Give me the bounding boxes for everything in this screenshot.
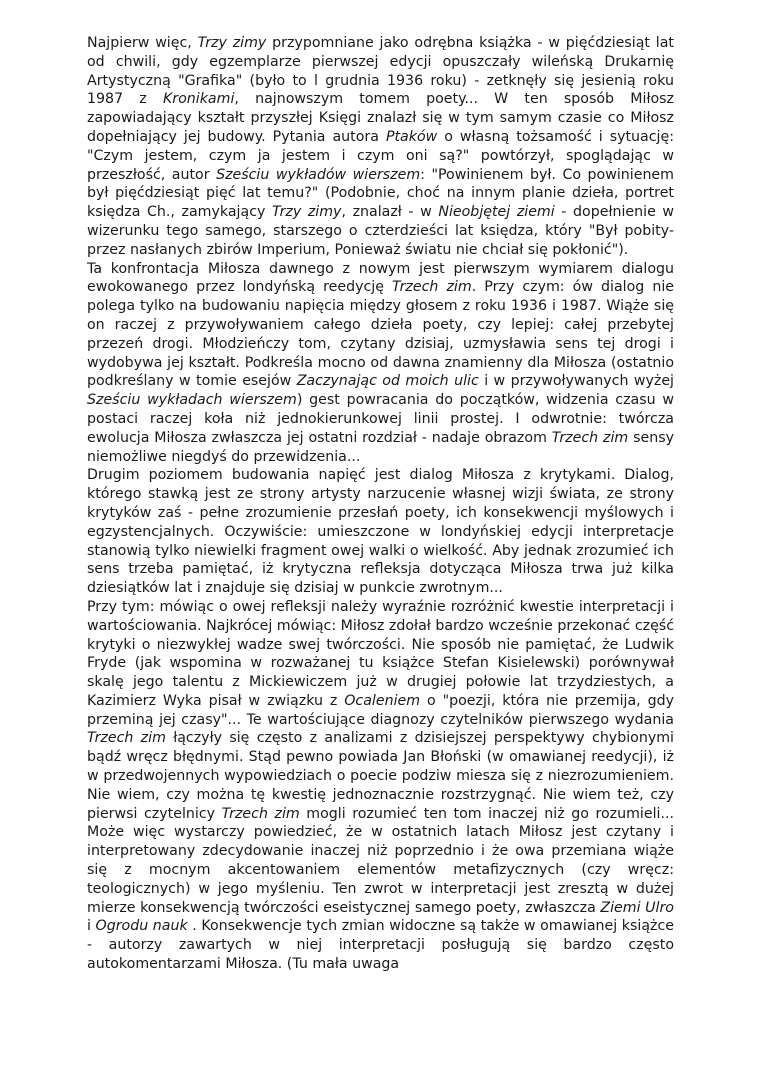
text-run: sensy niemożliwe niegdyś do przewidzenia...	[87, 429, 674, 465]
text-run: : "Powinienem był. Co powinienem był pięćdziesiąt pięć lat temu?" (Podobnie, choć na innym planie dzieła, portret księdza Ch., zamykający	[87, 166, 674, 221]
text-run: - dopełnienie w wizerunku tego samego, starszego o czterdzieści lat księdza, który "Był pobity-przez nasłanych zbirów Imperium, Ponieważ światu nie chciał się pokłonić").	[87, 204, 675, 258]
text-run: o "poezji, która nie przemija, gdy przeminą jej czasy"... Te wartościujące diagnozy czytelników pierwszego wydania	[87, 692, 674, 728]
italic-title: Trzech zim	[392, 279, 472, 296]
paragraph-2	[87, 260, 674, 467]
text-run: ) gest powracania do początków, widzenia czasu w postaci raczej koła niż jednokierunkowej linii prostej. I odwrotnie: twórcza ewolucja Miłosza zwłaszcza jej ostatni rozdział - nadaje obrazom	[87, 392, 674, 446]
italic-title: Nieobjętej ziemi	[438, 204, 555, 221]
paragraph-3	[87, 466, 674, 598]
text-run: Najpierw więc,	[87, 35, 198, 51]
italic-title: Sześciu wykładach wierszem	[87, 392, 297, 409]
italic-title: Trzech zim	[221, 805, 300, 822]
italic-title: Trzech zim	[87, 730, 166, 747]
text-run: Ta konfrontacja Miłosza dawnego z nowym jest pierwszym wymiarem dialogu ewokowanego przez londyńską reedycję	[87, 260, 674, 296]
text-run: Drugim poziomem budowania napięć jest dialog Miłosza z krytykami. Dialog, którego stawką jest ze strony artysty narzucenie własnej wizji świata, ze strony krytyków zaś - pełne zrozumienie przesłań poety, ich konsekwencji myślowych i egzystencjalnych. Oczywiście: umieszczone w londyńskiej edycji interpretacje stanowią tylko niewielki fragment owej walki o wielkość. Aby jednak zrozumieć ich sens trzeba pamiętać, iż krytyczna refleksja dotycząca Miłosza trwa już kilka dziesiątków lat i znajduje się dzisiaj w punkcie zwrotnym...	[87, 467, 674, 597]
text-run: , znalazł - w	[341, 204, 439, 221]
text-run: przypomniane jako odrębna książka - w pięćdziesiąt lat od chwili, gdy egzemplarze pierwszej edycji opuszczały wileńską Drukarnię Artystyczną "Grafika" (było to l grudnia 1936 roku) - zetknęły się jesienią roku 1987 z	[87, 35, 674, 108]
italic-title: Trzy zimy	[197, 35, 267, 51]
italic-title: Ptaków	[385, 128, 438, 145]
paragraph-4	[87, 598, 674, 974]
text-run: . Konsekwencje tych zmian widoczne są także w omawianej książce - autorzy zawartych w niej interpretacji posługują się bardzo często autokomentarzami Miłosza. (Tu mała uwaga	[87, 918, 674, 973]
text-run: łączyły się często z analizami z dzisiejszej perspektywy chybionymi bądź wręcz błędnymi. Stąd pewno powiada Jan Błoński (w omawianej reedycji), iż w przedwojennych wypowiedziach o poecie podziw miesza się z niezrozumieniem. Nie wiem, czy można tę kwestię jednoznacznie rozstrzygnąć. Nie wiem też, czy pierwsi czytelnicy	[87, 730, 674, 822]
italic-title: Ogrodu nauk	[95, 918, 188, 935]
paragraph-1	[87, 34, 674, 260]
text-run: mogli rozumieć ten tom inaczej niż go rozumieli... Może więc wystarczy powiedzieć, że w ostatnich latach Miłosz jest czytany i interpretowany zdecydowanie inaczej niż poprzednio i że owa przemiana wiąże się z mocnym akcentowaniem elementów metafizycznych (czy wręcz: teologicznych) w jego myśleniu. Ten zwrot w interpretacji jest zresztą w dużej mierze konsekwencją twórczości eseistycznej samego poety, zwłaszcza	[87, 805, 674, 916]
italic-title: Zaczynając od moich ulic	[296, 373, 479, 390]
text-run: . Przy czym: ów dialog nie polega tylko na budowaniu napięcia między głosem z roku 1936 i 1987. Wiąże się on raczej z przywoływaniem całego dzieła poety, czy lepiej: całej przebytej przezeń drogi. Młodzieńczy tom, czytany dzisiaj, uzmysławia sens tej drogi i wydobywa jej kształt. Podkreśla mocno od dawna znamienny dla Miłosza (ostatnio podkreślany w tomie esejów	[87, 279, 674, 390]
italic-title: Sześciu wykładów wierszem	[216, 166, 421, 183]
text-run: Przy tym: mówiąc o owej refleksji należy wyraźnie rozróżnić kwestie interpretacji i wartościowania. Najkrócej mówiąc: Miłosz zdołał bardzo wcześnie przekonać część krytyki o niezwykłej wadze swej twórczości. Nie sposób nie pamiętać, że Ludwik Fryde (jak wspomina w rozważanej tu książce Stefan Kisielewski) porównywał skalę jego talentu z Mickiewiczem już w drugiej połowie lat trzydziestych, a Kazimierz Wyka pisał w związku z	[87, 598, 674, 709]
document-page	[87, 34, 674, 974]
text-run: i w przywoływanych wyżej	[478, 373, 675, 390]
italic-title: Trzy zimy	[272, 204, 342, 221]
italic-title: Ocaleniem	[344, 692, 421, 709]
italic-title: Ziemi Ulro	[600, 899, 674, 916]
italic-title: Trzech zim	[551, 429, 629, 446]
text-run: , najnowszym tomem poety... W ten sposób Miłosz zapowiadający kształt przyszłej Księgi znalazł się w tym samym czasie co Miłosz dopełniający jej budowy. Pytania autora	[87, 91, 674, 145]
italic-title: Kronikami	[162, 91, 235, 108]
text-run: i	[87, 918, 96, 935]
text-run: o własną tożsamość i sytuację: "Czym jestem, czym ja jestem i czym oni są?" powtórzył, spoglądając w przeszłość, autor	[87, 128, 674, 183]
